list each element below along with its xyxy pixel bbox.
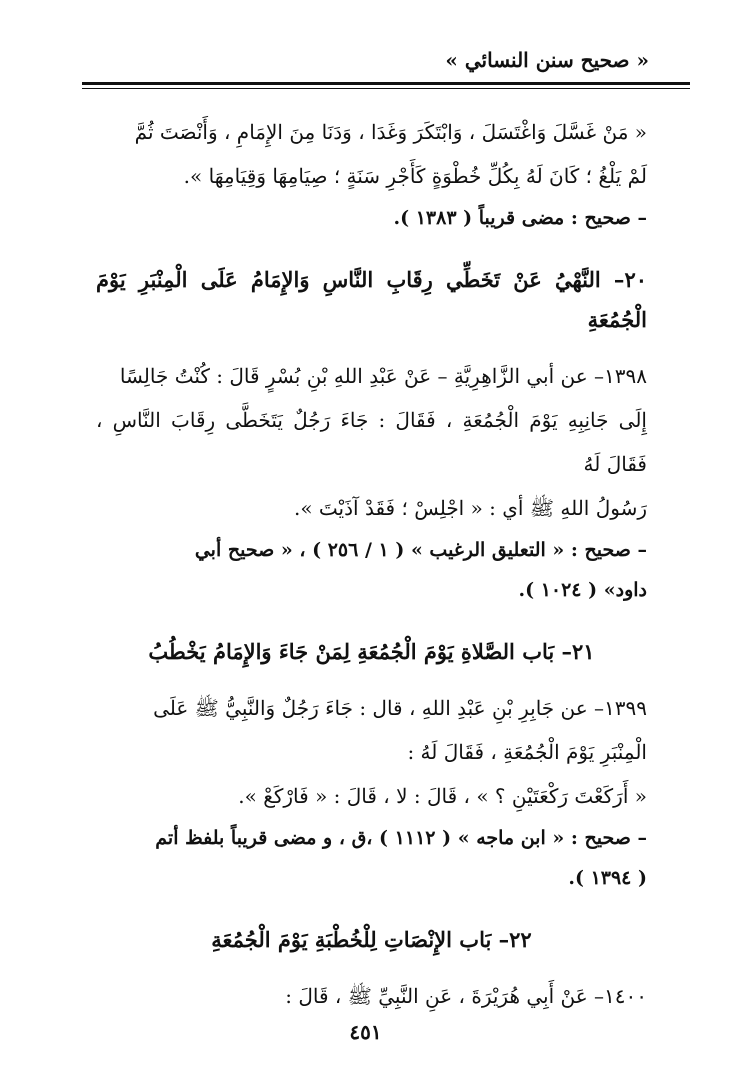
hadith-1399-grade-line-1: – صحيح : « ابن ماجه » ( ١١١٢ ) ،ق ، و مضى قريباً بلفظ أتم — [155, 827, 647, 849]
hadith-1397-grade: – صحيح : مضى قريباً ( ١٣٨٣ ). — [393, 207, 647, 229]
hadith-1400-line-1: ١٤٠٠– عَنْ أَبِي هُرَيْرَةَ ، عَنِ النَّبِيِّ ﷺ ، قَالَ : — [285, 984, 647, 1008]
chapter-20-title: ٢٠– النَّهْيُ عَنْ تَخَطِّي رِقَابِ النَّاسِ وَالإِمَامُ عَلَى الْمِنْبَرِ يَوْمَ الْجُمُعَةِ — [96, 267, 647, 332]
hadith-1399-line-2: الْمِنْبَرِ يَوْمَ الْجُمُعَةِ ، فَقَالَ لَهُ : — [407, 740, 647, 764]
hadith-1399-line-3: « أَرَكَعْتَ رَكْعَتَيْنِ ؟ » ، قَالَ : لا ، قَالَ : « فَارْكَعْ ». — [238, 784, 647, 808]
page-number: ٤٥١ — [349, 1020, 382, 1044]
running-header: « صحيح سنن النسائي » — [445, 48, 649, 72]
chapter-21-title: ٢١– بَاب الصَّلاةِ يَوْمَ الْجُمُعَةِ لِمَنْ جَاءَ وَالإِمَامُ يَخْطُبُ — [148, 639, 595, 664]
header-rule — [82, 82, 690, 89]
hadith-1397-line-2: لَمْ يَلْغُ ؛ كَانَ لَهُ بِكُلِّ خُطْوَةٍ كَأَجْرِ سَنَةٍ ؛ صِيَامِهَا وَقِيَامِهَا ». — [183, 164, 647, 188]
hadith-1399-line-1: ١٣٩٩– عن جَابِرِ بْنِ عَبْدِ اللهِ ، قال : جَاءَ رَجُلٌ وَالنَّبِيُّ ﷺ عَلَى — [153, 696, 647, 720]
hadith-1398-grade-line-1: – صحيح : « التعليق الرغيب » ( ١ / ٢٥٦ ) ، « صحيح أبي — [194, 539, 647, 561]
hadith-1397-line-1: « مَنْ غَسَّلَ وَاغْتَسَلَ ، وَابْتَكَرَ وَغَدَا ، وَدَنَا مِنَ الإِمَامِ ، وَأَنْصَتَ ثُمَّ — [134, 120, 647, 144]
chapter-22-title: ٢٢– بَاب الإِنْصَاتِ لِلْخُطْبَةِ يَوْمَ الْجُمُعَةِ — [211, 927, 532, 952]
hadith-1398-line-1: ١٣٩٨– عن أبي الزَّاهِرِيَّةِ – عَنْ عَبْدِ اللهِ بْنِ بُسْرٍ قَالَ : كُنْتُ جَالِسًا — [119, 364, 647, 388]
hadith-1398-line-3: رَسُولُ اللهِ ﷺ أي : « اجْلِسْ ؛ فَقَدْ آذَيْتَ ». — [293, 496, 647, 520]
hadith-1398-grade-line-2: داود» ( ١٠٢٤ ). — [518, 579, 647, 601]
hadith-1398-line-2: إِلَى جَانِبِهِ يَوْمَ الْجُمُعَةِ ، فَقَالَ : جَاءَ رَجُلٌ يَتَخَطَّى رِقَابَ النَّاسِ ، فَقَالَ لَهُ — [96, 408, 647, 476]
page-content — [96, 110, 647, 1018]
hadith-1399-grade-line-2: ( ١٣٩٤ ). — [568, 867, 647, 889]
